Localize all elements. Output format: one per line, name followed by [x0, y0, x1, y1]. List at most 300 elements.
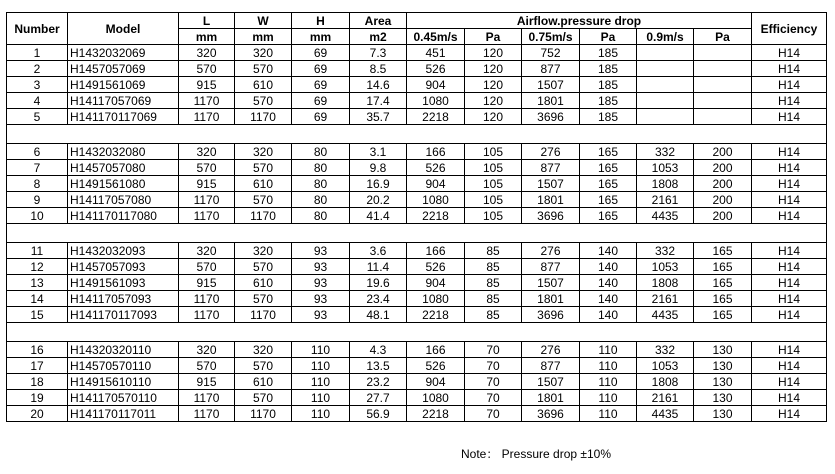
- cell-airflow-045: 526: [407, 61, 465, 77]
- cell-pressure-09: 200: [694, 192, 752, 208]
- cell-area: 11.4: [350, 259, 407, 275]
- cell-model: H141170117011: [68, 406, 179, 422]
- cell-length: 915: [179, 176, 235, 192]
- cell-height: 93: [292, 307, 350, 323]
- table-row: [7, 358, 827, 374]
- cell-length: 1170: [179, 192, 235, 208]
- cell-pressure-075: 165: [580, 160, 637, 176]
- cell-airflow-09: [637, 109, 694, 125]
- cell-pressure-075: 140: [580, 291, 637, 307]
- cell-number: 3: [7, 77, 68, 93]
- header-area: Area: [350, 13, 407, 29]
- cell-efficiency: H14: [752, 144, 827, 160]
- cell-airflow-075: 276: [522, 243, 580, 259]
- table-row: [7, 61, 827, 77]
- cell-pressure-045: 70: [465, 406, 522, 422]
- cell-height: 93: [292, 275, 350, 291]
- cell-width: 570: [235, 93, 292, 109]
- cell-pressure-09: 130: [694, 358, 752, 374]
- cell-area: 13.5: [350, 358, 407, 374]
- cell-airflow-075: 877: [522, 259, 580, 275]
- cell-height: 110: [292, 374, 350, 390]
- cell-airflow-045: 451: [407, 45, 465, 61]
- cell-area: 23.4: [350, 291, 407, 307]
- cell-airflow-045: 526: [407, 160, 465, 176]
- cell-airflow-045: 1080: [407, 390, 465, 406]
- group-separator: [7, 323, 827, 342]
- header-model: Model: [68, 13, 179, 45]
- cell-pressure-09: 200: [694, 176, 752, 192]
- cell-area: 3.1: [350, 144, 407, 160]
- cell-length: 1170: [179, 406, 235, 422]
- filter-spec-table: [6, 12, 827, 422]
- cell-airflow-09: 2161: [637, 390, 694, 406]
- cell-pressure-09: 200: [694, 144, 752, 160]
- cell-height: 80: [292, 192, 350, 208]
- cell-model: H14117057093: [68, 291, 179, 307]
- cell-number: 4: [7, 93, 68, 109]
- cell-width: 570: [235, 61, 292, 77]
- unit-velocity-075: 0.75m/s: [522, 29, 580, 45]
- cell-model: H1457057069: [68, 61, 179, 77]
- cell-airflow-075: 1801: [522, 291, 580, 307]
- cell-efficiency: H14: [752, 358, 827, 374]
- cell-pressure-045: 105: [465, 208, 522, 224]
- cell-airflow-075: 1507: [522, 275, 580, 291]
- header-number: Number: [7, 13, 68, 45]
- spec-table-container: [6, 12, 826, 422]
- cell-airflow-045: 2218: [407, 208, 465, 224]
- cell-area: 17.4: [350, 93, 407, 109]
- cell-height: 93: [292, 243, 350, 259]
- cell-pressure-045: 85: [465, 307, 522, 323]
- separator-cell: [7, 323, 827, 342]
- unit-length: mm: [179, 29, 235, 45]
- cell-number: 16: [7, 342, 68, 358]
- cell-airflow-09: [637, 77, 694, 93]
- cell-airflow-075: 3696: [522, 208, 580, 224]
- cell-number: 5: [7, 109, 68, 125]
- cell-width: 1170: [235, 109, 292, 125]
- cell-airflow-045: 904: [407, 77, 465, 93]
- cell-pressure-045: 120: [465, 61, 522, 77]
- cell-model: H1491561093: [68, 275, 179, 291]
- cell-pressure-09: 130: [694, 374, 752, 390]
- cell-area: 20.2: [350, 192, 407, 208]
- cell-pressure-075: 140: [580, 259, 637, 275]
- cell-pressure-045: 105: [465, 144, 522, 160]
- cell-height: 69: [292, 93, 350, 109]
- cell-pressure-09: 165: [694, 291, 752, 307]
- cell-height: 110: [292, 390, 350, 406]
- group-separator: [7, 224, 827, 243]
- cell-pressure-045: 105: [465, 192, 522, 208]
- cell-pressure-09: [694, 45, 752, 61]
- cell-pressure-09: 165: [694, 259, 752, 275]
- cell-pressure-09: [694, 61, 752, 77]
- cell-efficiency: H14: [752, 406, 827, 422]
- cell-length: 570: [179, 160, 235, 176]
- cell-efficiency: H14: [752, 243, 827, 259]
- cell-area: 16.9: [350, 176, 407, 192]
- cell-area: 8.5: [350, 61, 407, 77]
- cell-pressure-09: 200: [694, 160, 752, 176]
- cell-area: 41.4: [350, 208, 407, 224]
- cell-length: 915: [179, 374, 235, 390]
- cell-height: 69: [292, 45, 350, 61]
- cell-model: H14117057069: [68, 93, 179, 109]
- cell-height: 69: [292, 61, 350, 77]
- cell-height: 80: [292, 176, 350, 192]
- table-row: [7, 406, 827, 422]
- cell-model: H141170570110: [68, 390, 179, 406]
- unit-area: m2: [350, 29, 407, 45]
- cell-pressure-075: 185: [580, 77, 637, 93]
- cell-pressure-09: 200: [694, 208, 752, 224]
- cell-number: 2: [7, 61, 68, 77]
- cell-airflow-075: 877: [522, 61, 580, 77]
- cell-width: 570: [235, 160, 292, 176]
- cell-number: 18: [7, 374, 68, 390]
- cell-length: 570: [179, 358, 235, 374]
- cell-width: 610: [235, 374, 292, 390]
- cell-height: 93: [292, 259, 350, 275]
- cell-area: 7.3: [350, 45, 407, 61]
- cell-length: 320: [179, 144, 235, 160]
- cell-airflow-075: 1507: [522, 176, 580, 192]
- cell-height: 110: [292, 358, 350, 374]
- cell-number: 15: [7, 307, 68, 323]
- header-width: W: [235, 13, 292, 29]
- cell-airflow-09: 1808: [637, 176, 694, 192]
- table-row: [7, 144, 827, 160]
- cell-area: 35.7: [350, 109, 407, 125]
- unit-velocity-09: 0.9m/s: [637, 29, 694, 45]
- cell-airflow-075: 1801: [522, 390, 580, 406]
- cell-pressure-045: 85: [465, 259, 522, 275]
- cell-width: 570: [235, 358, 292, 374]
- cell-width: 1170: [235, 208, 292, 224]
- cell-width: 570: [235, 259, 292, 275]
- cell-number: 19: [7, 390, 68, 406]
- cell-pressure-045: 85: [465, 243, 522, 259]
- cell-length: 320: [179, 45, 235, 61]
- cell-pressure-075: 165: [580, 192, 637, 208]
- cell-length: 570: [179, 259, 235, 275]
- cell-length: 1170: [179, 390, 235, 406]
- cell-airflow-09: 1808: [637, 374, 694, 390]
- cell-pressure-09: [694, 93, 752, 109]
- cell-width: 1170: [235, 307, 292, 323]
- cell-pressure-045: 120: [465, 109, 522, 125]
- cell-efficiency: H14: [752, 61, 827, 77]
- cell-airflow-075: 3696: [522, 109, 580, 125]
- cell-efficiency: H14: [752, 390, 827, 406]
- pressure-drop-note: Note： Pressure drop ±10%: [461, 447, 611, 461]
- cell-airflow-09: 4435: [637, 307, 694, 323]
- cell-airflow-09: 1053: [637, 358, 694, 374]
- cell-model: H1432032093: [68, 243, 179, 259]
- cell-pressure-075: 165: [580, 144, 637, 160]
- unit-pa-075: Pa: [580, 29, 637, 45]
- cell-pressure-075: 140: [580, 275, 637, 291]
- cell-pressure-09: 130: [694, 406, 752, 422]
- cell-pressure-09: 165: [694, 307, 752, 323]
- table-body: [7, 13, 827, 422]
- cell-length: 1170: [179, 291, 235, 307]
- cell-width: 570: [235, 390, 292, 406]
- table-row: [7, 291, 827, 307]
- cell-efficiency: H14: [752, 208, 827, 224]
- table-row: [7, 192, 827, 208]
- cell-height: 69: [292, 77, 350, 93]
- group-separator: [7, 125, 827, 144]
- cell-airflow-045: 2218: [407, 406, 465, 422]
- cell-model: H14915610110: [68, 374, 179, 390]
- cell-height: 80: [292, 160, 350, 176]
- table-row: [7, 45, 827, 61]
- table-row: [7, 243, 827, 259]
- table-row: [7, 93, 827, 109]
- cell-efficiency: H14: [752, 192, 827, 208]
- table-row: [7, 77, 827, 93]
- cell-model: H1491561069: [68, 77, 179, 93]
- cell-airflow-075: 3696: [522, 307, 580, 323]
- cell-pressure-045: 70: [465, 390, 522, 406]
- cell-airflow-045: 1080: [407, 93, 465, 109]
- cell-airflow-045: 904: [407, 275, 465, 291]
- cell-pressure-045: 120: [465, 77, 522, 93]
- cell-airflow-045: 2218: [407, 307, 465, 323]
- table-row: [7, 342, 827, 358]
- cell-model: H1457057093: [68, 259, 179, 275]
- cell-pressure-045: 85: [465, 275, 522, 291]
- cell-number: 1: [7, 45, 68, 61]
- cell-length: 1170: [179, 109, 235, 125]
- cell-pressure-045: 120: [465, 93, 522, 109]
- header-height: H: [292, 13, 350, 29]
- cell-airflow-075: 877: [522, 160, 580, 176]
- cell-airflow-075: 752: [522, 45, 580, 61]
- cell-pressure-075: 185: [580, 93, 637, 109]
- table-row: [7, 176, 827, 192]
- cell-pressure-075: 185: [580, 45, 637, 61]
- cell-efficiency: H14: [752, 77, 827, 93]
- cell-height: 110: [292, 406, 350, 422]
- unit-pa-09: Pa: [694, 29, 752, 45]
- cell-model: H1457057080: [68, 160, 179, 176]
- cell-pressure-045: 70: [465, 374, 522, 390]
- cell-model: H14570570110: [68, 358, 179, 374]
- cell-pressure-075: 110: [580, 406, 637, 422]
- cell-efficiency: H14: [752, 307, 827, 323]
- cell-number: 11: [7, 243, 68, 259]
- cell-number: 17: [7, 358, 68, 374]
- cell-number: 7: [7, 160, 68, 176]
- cell-airflow-075: 3696: [522, 406, 580, 422]
- cell-airflow-075: 1507: [522, 77, 580, 93]
- cell-pressure-075: 140: [580, 307, 637, 323]
- cell-pressure-09: 165: [694, 275, 752, 291]
- cell-number: 6: [7, 144, 68, 160]
- cell-pressure-045: 70: [465, 358, 522, 374]
- cell-pressure-045: 105: [465, 160, 522, 176]
- cell-pressure-075: 165: [580, 176, 637, 192]
- table-row: [7, 208, 827, 224]
- unit-height: mm: [292, 29, 350, 45]
- cell-height: 110: [292, 342, 350, 358]
- cell-airflow-045: 1080: [407, 291, 465, 307]
- cell-airflow-09: 1053: [637, 259, 694, 275]
- cell-efficiency: H14: [752, 45, 827, 61]
- cell-pressure-075: 110: [580, 390, 637, 406]
- cell-airflow-09: [637, 93, 694, 109]
- cell-width: 570: [235, 291, 292, 307]
- cell-height: 93: [292, 291, 350, 307]
- unit-pa-045: Pa: [465, 29, 522, 45]
- cell-number: 14: [7, 291, 68, 307]
- cell-efficiency: H14: [752, 109, 827, 125]
- cell-pressure-075: 110: [580, 374, 637, 390]
- cell-model: H1432032080: [68, 144, 179, 160]
- cell-airflow-09: 332: [637, 144, 694, 160]
- cell-model: H14320320110: [68, 342, 179, 358]
- cell-length: 915: [179, 275, 235, 291]
- cell-airflow-045: 166: [407, 342, 465, 358]
- cell-area: 4.3: [350, 342, 407, 358]
- cell-number: 20: [7, 406, 68, 422]
- cell-pressure-075: 140: [580, 243, 637, 259]
- cell-area: 3.6: [350, 243, 407, 259]
- cell-pressure-09: 165: [694, 243, 752, 259]
- cell-efficiency: H14: [752, 291, 827, 307]
- cell-number: 9: [7, 192, 68, 208]
- cell-width: 320: [235, 243, 292, 259]
- unit-width: mm: [235, 29, 292, 45]
- cell-efficiency: H14: [752, 275, 827, 291]
- cell-number: 8: [7, 176, 68, 192]
- table-row: [7, 390, 827, 406]
- cell-airflow-09: 4435: [637, 406, 694, 422]
- separator-cell: [7, 125, 827, 144]
- cell-airflow-09: 2161: [637, 192, 694, 208]
- cell-height: 69: [292, 109, 350, 125]
- cell-efficiency: H14: [752, 259, 827, 275]
- header-airflow: Airflow.pressure drop: [407, 13, 752, 29]
- cell-pressure-09: 130: [694, 390, 752, 406]
- cell-area: 9.8: [350, 160, 407, 176]
- cell-number: 12: [7, 259, 68, 275]
- cell-width: 610: [235, 275, 292, 291]
- cell-area: 14.6: [350, 77, 407, 93]
- header-efficiency: Efficiency: [752, 13, 827, 45]
- unit-velocity-045: 0.45m/s: [407, 29, 465, 45]
- header-length: L: [179, 13, 235, 29]
- cell-pressure-09: [694, 77, 752, 93]
- cell-airflow-09: 2161: [637, 291, 694, 307]
- cell-pressure-045: 70: [465, 342, 522, 358]
- cell-length: 915: [179, 77, 235, 93]
- cell-width: 610: [235, 77, 292, 93]
- cell-pressure-075: 185: [580, 61, 637, 77]
- cell-airflow-075: 877: [522, 358, 580, 374]
- cell-airflow-075: 1801: [522, 93, 580, 109]
- table-row: [7, 160, 827, 176]
- cell-area: 56.9: [350, 406, 407, 422]
- cell-area: 48.1: [350, 307, 407, 323]
- cell-height: 80: [292, 144, 350, 160]
- cell-pressure-075: 110: [580, 358, 637, 374]
- cell-height: 80: [292, 208, 350, 224]
- cell-pressure-045: 105: [465, 176, 522, 192]
- cell-efficiency: H14: [752, 160, 827, 176]
- cell-width: 610: [235, 176, 292, 192]
- cell-pressure-045: 85: [465, 291, 522, 307]
- cell-airflow-045: 1080: [407, 192, 465, 208]
- cell-model: H1432032069: [68, 45, 179, 61]
- cell-efficiency: H14: [752, 176, 827, 192]
- cell-airflow-045: 904: [407, 176, 465, 192]
- cell-model: H141170117093: [68, 307, 179, 323]
- cell-pressure-09: [694, 109, 752, 125]
- cell-model: H141170117069: [68, 109, 179, 125]
- cell-length: 320: [179, 243, 235, 259]
- cell-airflow-045: 166: [407, 243, 465, 259]
- cell-pressure-09: 130: [694, 342, 752, 358]
- cell-airflow-09: [637, 45, 694, 61]
- cell-area: 27.7: [350, 390, 407, 406]
- cell-efficiency: H14: [752, 93, 827, 109]
- cell-airflow-09: 1053: [637, 160, 694, 176]
- cell-airflow-045: 166: [407, 144, 465, 160]
- cell-pressure-075: 110: [580, 342, 637, 358]
- cell-width: 1170: [235, 406, 292, 422]
- cell-area: 19.6: [350, 275, 407, 291]
- cell-airflow-09: 332: [637, 342, 694, 358]
- cell-airflow-075: 1801: [522, 192, 580, 208]
- cell-airflow-09: 4435: [637, 208, 694, 224]
- table-row: [7, 374, 827, 390]
- cell-airflow-075: 276: [522, 144, 580, 160]
- cell-length: 1170: [179, 307, 235, 323]
- cell-length: 1170: [179, 208, 235, 224]
- cell-width: 570: [235, 192, 292, 208]
- separator-cell: [7, 224, 827, 243]
- cell-number: 13: [7, 275, 68, 291]
- cell-airflow-075: 276: [522, 342, 580, 358]
- cell-length: 570: [179, 61, 235, 77]
- header-row-main: [7, 13, 827, 29]
- cell-pressure-075: 165: [580, 208, 637, 224]
- cell-width: 320: [235, 144, 292, 160]
- table-row: [7, 275, 827, 291]
- cell-pressure-045: 120: [465, 45, 522, 61]
- cell-model: H1491561080: [68, 176, 179, 192]
- cell-airflow-045: 2218: [407, 109, 465, 125]
- cell-airflow-09: [637, 61, 694, 77]
- table-row: [7, 259, 827, 275]
- cell-width: 320: [235, 45, 292, 61]
- cell-airflow-09: 1808: [637, 275, 694, 291]
- cell-efficiency: H14: [752, 374, 827, 390]
- cell-airflow-09: 332: [637, 243, 694, 259]
- cell-length: 320: [179, 342, 235, 358]
- cell-model: H14117057080: [68, 192, 179, 208]
- cell-model: H141170117080: [68, 208, 179, 224]
- cell-number: 10: [7, 208, 68, 224]
- cell-airflow-045: 526: [407, 259, 465, 275]
- cell-efficiency: H14: [752, 342, 827, 358]
